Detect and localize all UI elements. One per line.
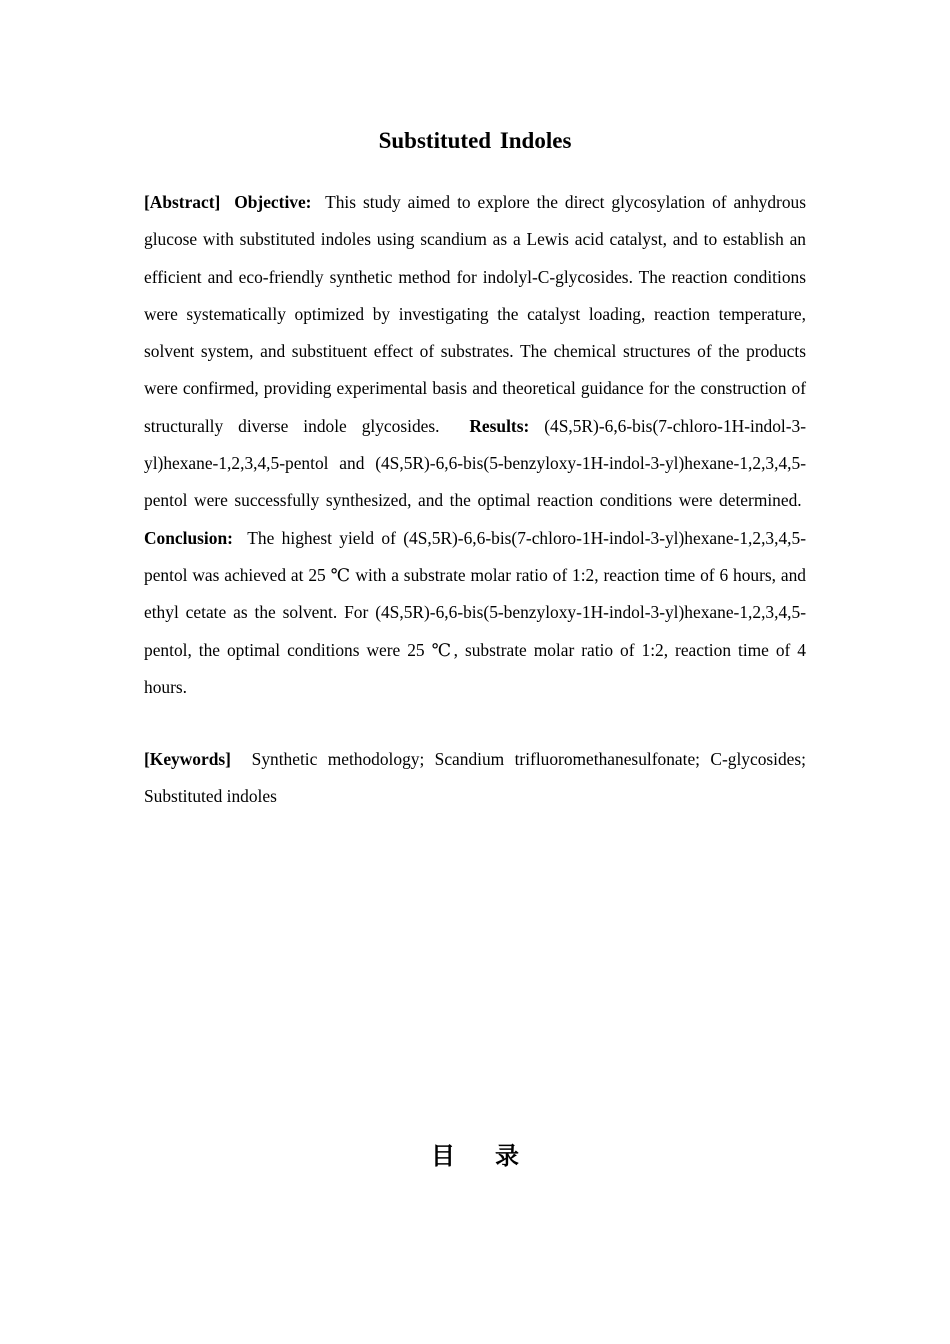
conclusion-text: The highest yield of (4S,5R)-6,6-bis(7-chloro-1H-indol-3-yl)hexane-1,2,3,4,5-pentol was achieved at 25 ℃ with a substrate molar ratio of 1:2, reaction time of 6 hours, and ethyl cetate as the solvent. For (4S,5R)-6,6-bis(5-benzyloxy-1H-indol-3-yl)hexane-1,2,3,4,5-pentol, the optimal conditions were 25 ℃, substrate molar ratio of 1:2, reaction time of 4 hours. bbox=[144, 527, 806, 697]
objective-label: Objective: bbox=[234, 192, 312, 212]
conclusion-label: Conclusion: bbox=[144, 527, 233, 548]
keywords-label: [Keywords] bbox=[144, 749, 231, 769]
results-label: Results: bbox=[469, 415, 530, 436]
abstract-label: [Abstract] bbox=[144, 192, 221, 212]
objective-text: This study aimed to explore the direct glycosylation of anhydrous glucose with substituted indoles using scandium as a Lewis acid catalyst, and to establish an efficient and eco-friendly synthetic method for indolyl-C-glycosides. The reaction conditions were systematically optimized by investigating the catalyst loading, reaction temperature, solvent system, and substituent effect of substrates. The chemical structures of the products were confirmed, providing experimental basis and theoretical guidance for the construction of structurally diverse indole glycosides. bbox=[144, 192, 806, 436]
abstract-paragraph bbox=[144, 184, 806, 706]
toc-heading: 目录 bbox=[431, 1142, 559, 1170]
results-text: (4S,5R)-6,6-bis(7-chloro-1H-indol-3-yl)hexane-1,2,3,4,5-pentol and (4S,5R)-6,6-bis(5-benzyloxy-1H-indol-3-yl)hexane-1,2,3,4,5-pentol were successfully synthesized, and the optimal reaction conditions were determined. bbox=[144, 415, 807, 511]
keywords-text: Synthetic methodology; Scandium trifluoromethanesulfonate; C-glycosides; Substituted indoles bbox=[144, 749, 806, 807]
keywords-paragraph bbox=[144, 741, 806, 816]
page-title: Substituted Indoles bbox=[378, 128, 572, 153]
